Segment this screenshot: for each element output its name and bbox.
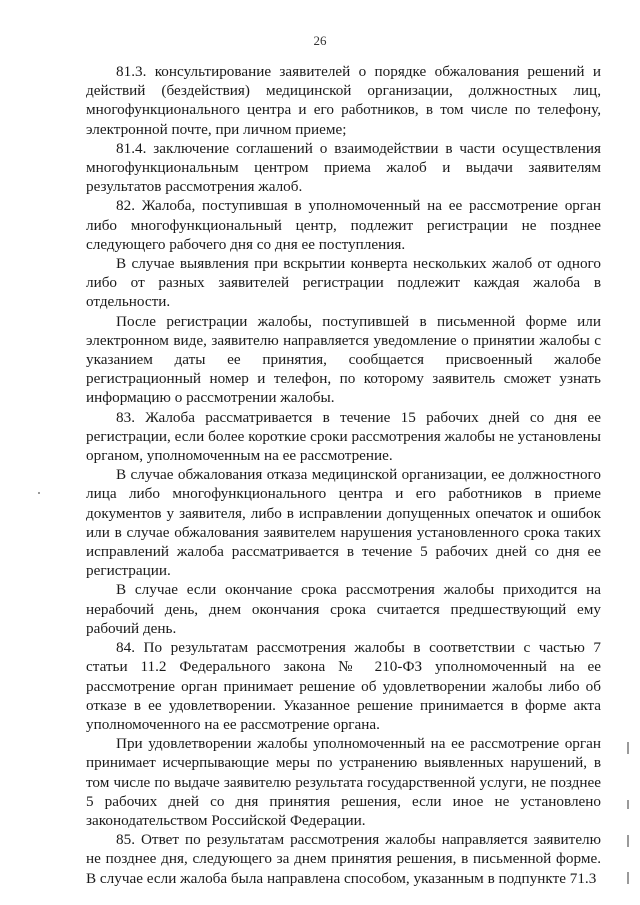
paragraph-82-envelope: В случае выявления при вскрытии конверта нескольких жалоб от одного либо от разных заявителей регистрации подлежит каждая жалоба в отдельности. bbox=[86, 255, 601, 311]
scan-edge-mark bbox=[627, 872, 629, 884]
paragraph-85: 85. Ответ по результатам рассмотрения жалобы направляется заявителю не позднее дня, следующего за днем принятия решения, в письменной форме. В случае если жалоба была направлена способом, указанным в подпункте 71.3 bbox=[86, 831, 601, 887]
paragraph-84-satisfaction: При удовлетворении жалобы уполномоченный на ее рассмотрение орган принимает исчерпывающие меры по устранению выявленных нарушений, в том числе по выдаче заявителю результата государственной услуги, не позднее 5 рабочих дней со дня принятия решения, если иное не установлено законодательством Российской Федерации. bbox=[86, 735, 601, 829]
page-number: 26 bbox=[313, 33, 327, 48]
paragraph-83: 83. Жалоба рассматривается в течение 15 рабочих дней со дня ее регистрации, если более короткие сроки рассмотрения жалобы не установлены органом, уполномоченным на ее рассмотрение. bbox=[86, 408, 601, 465]
scan-edge-mark bbox=[627, 800, 629, 809]
scan-edge-mark bbox=[627, 835, 629, 847]
scan-speck bbox=[38, 492, 40, 494]
paragraph-82: 82. Жалоба, поступившая в уполномоченный на ее рассмотрение орган либо многофункциональный центр, подлежит регистрации не позднее следующего рабочего дня со дня ее поступления. bbox=[86, 197, 601, 253]
document-body bbox=[86, 62, 601, 888]
paragraph-81-3: 81.3. консультирование заявителей о порядке обжалования решений и действий (бездействия) медицинской организации, должностных лиц, многофункционального центра и его работников, в том числе по телефону, электронной почте, при личном приеме; bbox=[86, 63, 601, 138]
paragraph-83-non-working-day: В случае если окончание срока рассмотрения жалобы приходится на нерабочий день, днем окончания срока считается предшествующий ему рабочий день. bbox=[86, 581, 601, 637]
paragraph-81-4: 81.4. заключение соглашений о взаимодействии в части осуществления многофункциональным центром приема жалоб и выдачи заявителям результатов рассмотрения жалоб. bbox=[86, 139, 601, 196]
paragraph-83-refusal: В случае обжалования отказа медицинской организации, ее должностного лица либо многофункционального центра и его работников в приеме документов у заявителя, либо в исправлении допущенных опечаток и ошибок или в случае обжалования заявителем нарушения установленного срока таких исправлений жалоба рассматривается в течение 5 рабочих дней со дня ее регистрации. bbox=[86, 466, 601, 580]
paragraph-82-notification: После регистрации жалобы, поступившей в письменной форме или электронном виде, заявителю направляется уведомление о принятии жалобы с указанием даты ее принятия, сообщается присвоенный жалобе регистрационный номер и телефон, по которому заявитель сможет узнать информацию о рассмотрении жалобы. bbox=[86, 312, 601, 407]
paragraph-84: 84. По результатам рассмотрения жалобы в соответствии с частью 7 статьи 11.2 Федерального закона № 210-ФЗ уполномоченный на ее рассмотрение орган принимает решение об удовлетворении жалобы либо об отказе в ее удовлетворении. Указанное решение принимается в форме акта уполномоченного на ее рассмотрение органа. bbox=[86, 639, 601, 733]
scan-edge-mark bbox=[627, 742, 629, 754]
